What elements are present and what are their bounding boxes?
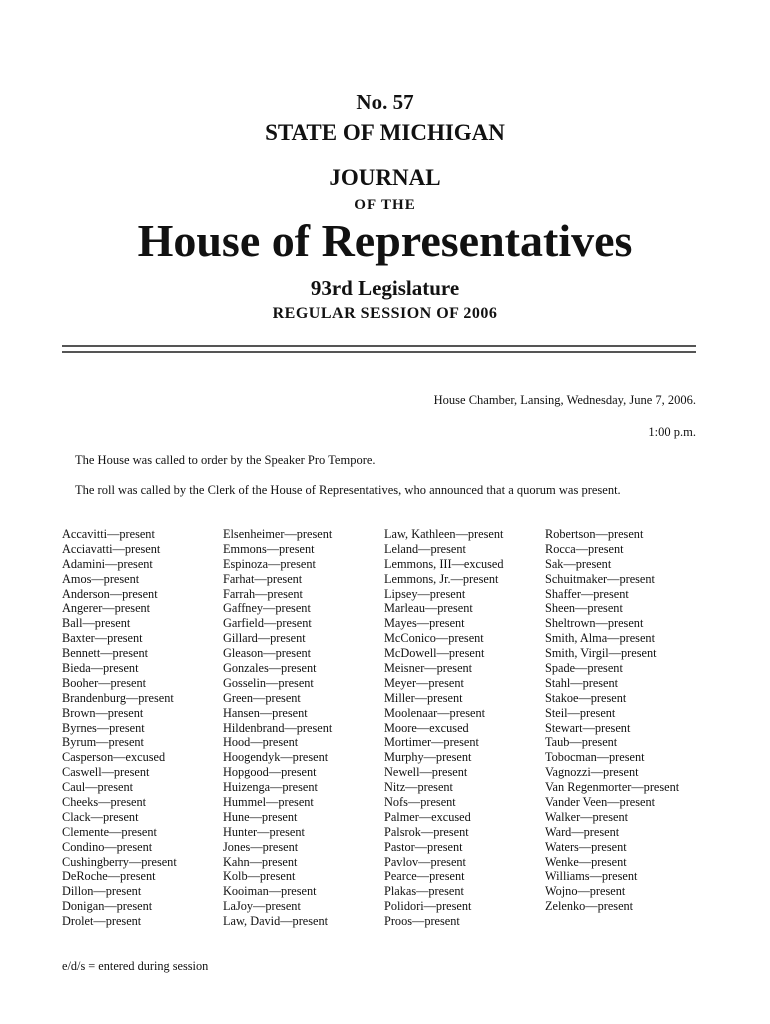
roll-entry: Meisner—present [384, 661, 473, 676]
roll-column-2 [223, 527, 332, 929]
roll-entry: Shaffer—present [545, 586, 629, 601]
roll-entry: Condino—present [62, 839, 153, 854]
roll-entry: Law, David—present [223, 914, 329, 929]
roll-entry: Dillon—present [62, 884, 142, 899]
roll-entry: Hunter—present [223, 824, 305, 839]
roll-entry: Palmer—excused [384, 809, 471, 824]
roll-entry: Jones—present [223, 839, 299, 854]
roll-entry: McConico—present [384, 631, 484, 646]
roll-entry: Hood—present [223, 735, 299, 750]
roll-entry: Newell—present [384, 765, 468, 780]
roll-entry: Murphy—present [384, 750, 472, 765]
roll-entry: Pastor—present [384, 839, 463, 854]
roll-entry: Mortimer—present [384, 735, 479, 750]
roll-entry: Moore—excused [384, 720, 469, 735]
roll-entry: Bennett—present [62, 646, 149, 661]
roll-entry: DeRoche—present [62, 869, 156, 884]
roll-entry: Huizenga—present [223, 780, 318, 795]
roll-entry: Clemente—present [62, 824, 157, 839]
roll-entry: Brandenburg—present [62, 690, 174, 705]
roll-entry: Cushingberry—present [62, 854, 177, 869]
roll-entry: Ward—present [545, 824, 620, 839]
roll-entry: Farrah—present [223, 586, 303, 601]
roll-entry: Mayes—present [384, 616, 465, 631]
roll-entry: Robertson—present [545, 527, 644, 541]
roll-entry: Hoogendyk—present [223, 750, 329, 765]
roll-entry: Leland—present [384, 541, 466, 556]
roll-entry: Bieda—present [62, 661, 139, 676]
roll-entry: Hopgood—present [223, 765, 317, 780]
roll-entry: Hildenbrand—present [223, 720, 333, 735]
roll-column-3 [384, 527, 504, 929]
roll-entry: Amos—present [62, 571, 140, 586]
roll-entry: Miller—present [384, 690, 463, 705]
roll-call-paragraph: The roll was called by the Clerk of the House of Representatives, who announced that a quorum was present. [75, 483, 621, 497]
roll-entry: Gillard—present [223, 631, 306, 646]
journal-title: JOURNAL [329, 165, 441, 190]
roll-entry: Garfield—present [223, 616, 312, 631]
roll-column-1 [62, 527, 177, 929]
roll-entry: Byrum—present [62, 735, 144, 750]
roll-entry: Plakas—present [384, 884, 464, 899]
roll-entry: Taub—present [545, 735, 618, 750]
roll-entry: Steil—present [545, 705, 616, 720]
roll-entry: Accavitti—present [62, 527, 155, 541]
roll-entry: Nitz—present [384, 780, 453, 795]
roll-entry: Stakoe—present [545, 690, 627, 705]
roll-entry: Hansen—present [223, 705, 308, 720]
roll-entry: Stahl—present [545, 675, 619, 690]
roll-entry: Waters—present [545, 839, 627, 854]
issue-number: No. 57 [356, 90, 414, 114]
roll-entry: Smith, Virgil—present [545, 646, 657, 661]
roll-entry: Stewart—present [545, 720, 631, 735]
roll-entry: Proos—present [384, 914, 460, 929]
session-label: REGULAR SESSION OF 2006 [272, 305, 498, 322]
roll-entry: Lemmons, Jr.—present [384, 571, 499, 586]
roll-entry: Espinoza—present [223, 556, 316, 571]
roll-entry: Williams—present [545, 869, 638, 884]
roll-entry: Angerer—present [62, 601, 151, 616]
roll-entry: Farhat—present [223, 571, 303, 586]
roll-entry: Kahn—present [223, 854, 298, 869]
roll-entry: Caswell—present [62, 765, 150, 780]
roll-entry: Walker—present [545, 809, 629, 824]
roll-entry: Adamini—present [62, 556, 153, 571]
roll-entry: Gonzales—present [223, 661, 317, 676]
legislature-label: 93rd Legislature [310, 276, 460, 300]
roll-entry: Drolet—present [62, 914, 142, 929]
roll-entry: Palsrok—present [384, 824, 469, 839]
house-title: House of Representatives [137, 215, 633, 266]
roll-entry: Spade—present [545, 661, 623, 676]
roll-entry: Cheeks—present [62, 795, 147, 810]
roll-entry: Donigan—present [62, 899, 153, 914]
of-the-label: OF THE [354, 197, 416, 213]
roll-entry: Baxter—present [62, 631, 143, 646]
roll-entry: Clack—present [62, 809, 139, 824]
roll-entry: Law, Kathleen—present [384, 527, 504, 541]
roll-entry: Wojno—present [545, 884, 626, 899]
header-rule-bottom [62, 351, 696, 353]
roll-entry: Hummel—present [223, 795, 314, 810]
roll-entry: Lipsey—present [384, 586, 466, 601]
roll-entry: Zelenko—present [545, 899, 634, 914]
roll-entry: Schuitmaker—present [545, 571, 655, 586]
roll-entry: Hune—present [223, 809, 298, 824]
roll-entry: Gosselin—present [223, 675, 314, 690]
footnote: e/d/s = entered during session [62, 959, 209, 973]
roll-entry: Meyer—present [384, 675, 464, 690]
roll-entry: Tobocman—present [545, 750, 645, 765]
roll-entry: Van Regenmorter—present [545, 780, 680, 795]
roll-entry: Gleason—present [223, 646, 312, 661]
roll-entry: Wenke—present [545, 854, 627, 869]
state-title: STATE OF MICHIGAN [265, 120, 505, 145]
call-to-order-paragraph: The House was called to order by the Speaker Pro Tempore. [75, 453, 376, 467]
roll-entry: Acciavatti—present [62, 541, 161, 556]
roll-entry: Gaffney—present [223, 601, 311, 616]
roll-entry: Vander Veen—present [545, 795, 656, 810]
roll-entry: Kolb—present [223, 869, 296, 884]
roll-entry: Sak—present [545, 556, 612, 571]
roll-entry: Polidori—present [384, 899, 472, 914]
roll-entry: McDowell—present [384, 646, 485, 661]
roll-entry: Rocca—present [545, 541, 624, 556]
roll-entry: Elsenheimer—present [223, 527, 333, 541]
roll-entry: Booher—present [62, 675, 147, 690]
roll-entry: Kooiman—present [223, 884, 317, 899]
roll-entry: Anderson—present [62, 586, 158, 601]
roll-entry: Nofs—present [384, 795, 456, 810]
roll-entry: Ball—present [62, 616, 131, 631]
roll-entry: Lemmons, III—excused [384, 556, 504, 571]
roll-entry: Moolenaar—present [384, 705, 486, 720]
roll-entry: Pearce—present [384, 869, 465, 884]
roll-entry: Smith, Alma—present [545, 631, 655, 646]
roll-entry: Caul—present [62, 780, 134, 795]
dateline: House Chamber, Lansing, Wednesday, June 7, 2006. [433, 393, 696, 407]
roll-entry: Casperson—excused [62, 750, 166, 765]
roll-entry: Vagnozzi—present [545, 765, 639, 780]
roll-entry: Pavlov—present [384, 854, 466, 869]
roll-entry: Emmons—present [223, 541, 315, 556]
roll-entry: Brown—present [62, 705, 144, 720]
roll-entry: Green—present [223, 690, 301, 705]
roll-entry: Byrnes—present [62, 720, 145, 735]
roll-entry: Sheen—present [545, 601, 623, 616]
roll-entry: Marleau—present [384, 601, 473, 616]
roll-entry: LaJoy—present [223, 899, 301, 914]
roll-entry: Sheltrown—present [545, 616, 644, 631]
roll-column-4 [545, 527, 679, 914]
session-time: 1:00 p.m. [648, 425, 696, 439]
header-rule-top [62, 345, 696, 347]
